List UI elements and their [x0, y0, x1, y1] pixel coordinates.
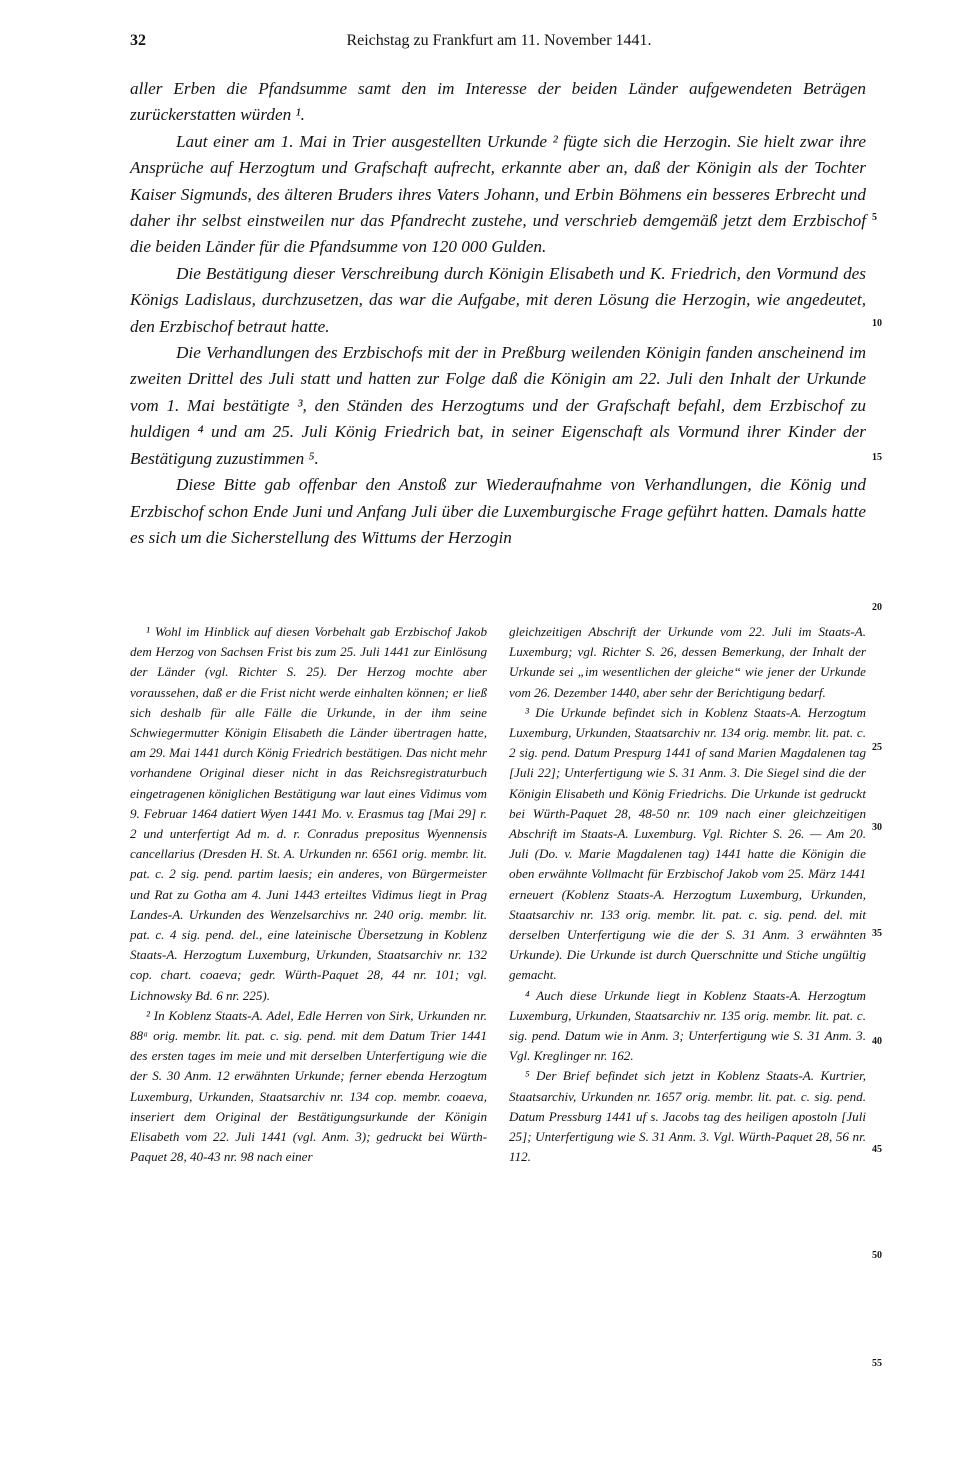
- line-number: 30: [872, 822, 882, 833]
- line-number: 45: [872, 1144, 882, 1155]
- line-number: 55: [872, 1358, 882, 1369]
- line-number: 15: [872, 452, 882, 463]
- main-text: [130, 76, 866, 551]
- running-head: Reichstag zu Frankfurt am 11. November 1441.: [346, 32, 652, 49]
- line-number: 50: [872, 1250, 882, 1261]
- page-number: 32: [130, 32, 146, 49]
- footnotes-left-column: [130, 622, 487, 1167]
- line-number: 25: [872, 742, 882, 753]
- line-number: 10: [872, 318, 882, 329]
- footnote: ⁵ Der Brief befindet sich jetzt in Koblenz Staats-A. Kurtrier, Staatsarchiv, Urkunden nr. 1657 orig. membr. lit. pat. c. sig. pend. Datum Pressburg 1441 uf s. Jacobs tag des heiligen apostoln [Juli 25]; Unterfertigung wie S. 31 Anm. 3. Vgl. Würth-Paquet 28, 56 nr. 112.: [509, 1068, 866, 1165]
- footnotes-right-column: [509, 622, 866, 1167]
- footnote-continuation: gleichzeitigen Abschrift der Urkunde vom 22. Juli im Staats-A. Luxemburg; vgl. Richter S. 26, dessen Bemerkung, der Inhalt der Urkunde sei „im wesentlichen der gleiche“ wie jener der Urkunde vom 26. Dezember 1440, aber sehr der Berichtigung bedarf.: [509, 624, 866, 700]
- footnote: ⁴ Auch diese Urkunde liegt in Koblenz Staats-A. Herzogtum Luxemburg, Urkunden, Staatsarchiv nr. 135 orig. membr. lit. pat. c. sig. pend. Datum wie in Anm. 3; Unterfertigung wie S. 31 Anm. 3. Vgl. Kreglinger nr. 162.: [509, 987, 866, 1064]
- paragraph: Die Bestätigung dieser Verschreibung durch Königin Elisabeth und K. Friedrich, den Vormund des Königs Ladislaus, durchzusetzen, das war die Aufgabe, mit deren Lösung die Herzogin, wie angedeutet, den Erzbischof betraut hatte.: [130, 263, 866, 336]
- page-header: [130, 32, 868, 56]
- line-number: 40: [872, 1036, 882, 1047]
- footnote: ¹ Wohl im Hinblick auf diesen Vorbehalt gab Erzbischof Jakob dem Herzog von Sachsen Frist bis zum 25. Juli 1441 zur Einlösung der Länder (vgl. Richter S. 25). Der Herzog mochte aber voraussehen, daß er die Frist nicht werde einhalten können; er ließ sich deshalb für alle Fälle die Urkunde, in der ihm seine Schwiegermutter Königin Elisabeth die Länder übertragen hatte, am 29. Mai 1441 durch König Friedrich bestätigen. Das nicht mehr vorhandene Original dieser nicht in das Reichsregistraturbuch eingetragenen königlichen Bestätigung war laut eines Vidimus vom 9. Februar 1464 datiert Wyen 1441 Mo. v. Erasmus tag [Mai 29] r. 2 und unterfertigt Ad m. d. r. Conradus prepositus Wyennensis cancellarius (Dresden H. St. A. Urkunden nr. 6561 orig. membr. lit. pat. c. 2 sig. pend. partim laesis; ein anderes, von Bürgermeister und Rat zu Gotha am 4. Juni 1443 erteiltes Vidimus liegt in Prag Landes-A. Urkunden des Wenzelsarchivs nr. 240 orig. membr. lit. pat. c. 4 sig. pend. del., eine lateinische Übersetzung in Koblenz Staats-A. Herzogtum Luxemburg, Urkunden, Staatsarchiv nr. 132 cop. chart. coaeva; gedr. Würth-Paquet 28, 44 nr. 101; vgl. Lichnowsky Bd. 6 nr. 225).: [130, 624, 487, 1003]
- footnote: ² In Koblenz Staats-A. Adel, Edle Herren von Sirk, Urkunden nr. 88ᵃ orig. membr. lit. pat. c. sig. pend. mit dem Datum Trier 1441 des ersten tages im meie und mit derselben Unterfertigung wie die der S. 30 Anm. 12 erwähnten Urkunde; ferner ebenda Herzogtum Luxemburg, Urkunden, Staatsarchiv nr. 134 cop. membr. coaeva, inseriert dem Original der Bestätigungsurkunde der Königin Elisabeth vom 22. Juli 1441 (vgl. Anm. 3); gedruckt bei Würth-Paquet 28, 40-43 nr. 98 nach einer: [130, 1007, 487, 1165]
- line-number: 5: [872, 212, 877, 223]
- paragraph: aller Erben die Pfandsumme samt den im Interesse der beiden Länder aufgewendeten Beträgen zurückerstatten würden ¹.: [130, 79, 866, 125]
- paragraph: Diese Bitte gab offenbar den Anstoß zur Wiederaufnahme von Verhandlungen, die König und Erzbischof schon Ende Juni und Anfang Juli über die Luxemburgische Frage geführt hatten. Damals hatte es sich um die Sicherstellung des Wittums der Herzogin: [130, 475, 866, 547]
- line-number: 20: [872, 602, 882, 613]
- paragraph: Laut einer am 1. Mai in Trier ausgestellten Urkunde ² fügte sich die Herzogin. Sie hielt zwar ihre Ansprüche auf Herzogtum und Grafschaft aufrecht, erkannte aber an, daß der Königin als der Tochter Kaiser Sigmunds, des älteren Bruders ihres Vaters Johann, und Erbin Böhmens ein besseres Erbrecht und daher ihr selbst einstweilen nur das Pfandrecht zustehe, und verschrieb demgemäß jetzt dem Erzbischof die beiden Länder für die Pfandsumme von 120 000 Gulden.: [130, 131, 866, 257]
- line-number: 35: [872, 928, 882, 939]
- footnote: ³ Die Urkunde befindet sich in Koblenz Staats-A. Herzogtum Luxemburg, Urkunden, Staatsarchiv nr. 134 orig. membr. lit. pat. c. 2 sig. pend. Datum Prespurg 1441 of sand Marien Magdalenen tag [Juli 22]; Unterfertigung wie S. 31 Anm. 3. Die Siegel sind die der Königin Elisabeth und König Friedrichs. Die Urkunde ist gedruckt bei Würth-Paquet 28, 48-50 nr. 109 nach einer gleichzeitigen Abschrift im Staats-A. Luxemburg. Vgl. Richter S. 26. — Am 20. Juli (Do. v. Marie Magdalenen tag) 1441 hatte die Königin die oben erwähnte Vollmacht für Erzbischof Jakob vom 25. März 1441 erneuert (Koblenz Staats-A. Herzogtum Luxemburg, Urkunden, Staatsarchiv nr. 133 orig. membr. lit. pat. c. sig. pend. del. mit derselben Unterfertigung wie die der S. 31 Anm. 3 erwähnten Urkunde). Die Urkunde ist durch Querschnitte und Stiche ungültig gemacht.: [509, 704, 866, 983]
- paragraph: Die Verhandlungen des Erzbischofs mit der in Preßburg weilenden Königin fanden anscheinend im zweiten Drittel des Juli statt und hatten zur Folge daß die Königin am 22. Juli den Inhalt der Urkunde vom 1. Mai bestätigte ³, den Ständen des Herzogtums und der Grafschaft befahl, dem Erzbischof zu huldigen ⁴ und am 25. Juli König Friedrich bat, in seiner Eigenschaft als Vormund ihrer Kinder der Bestätigung zuzustimmen ⁵.: [130, 343, 866, 468]
